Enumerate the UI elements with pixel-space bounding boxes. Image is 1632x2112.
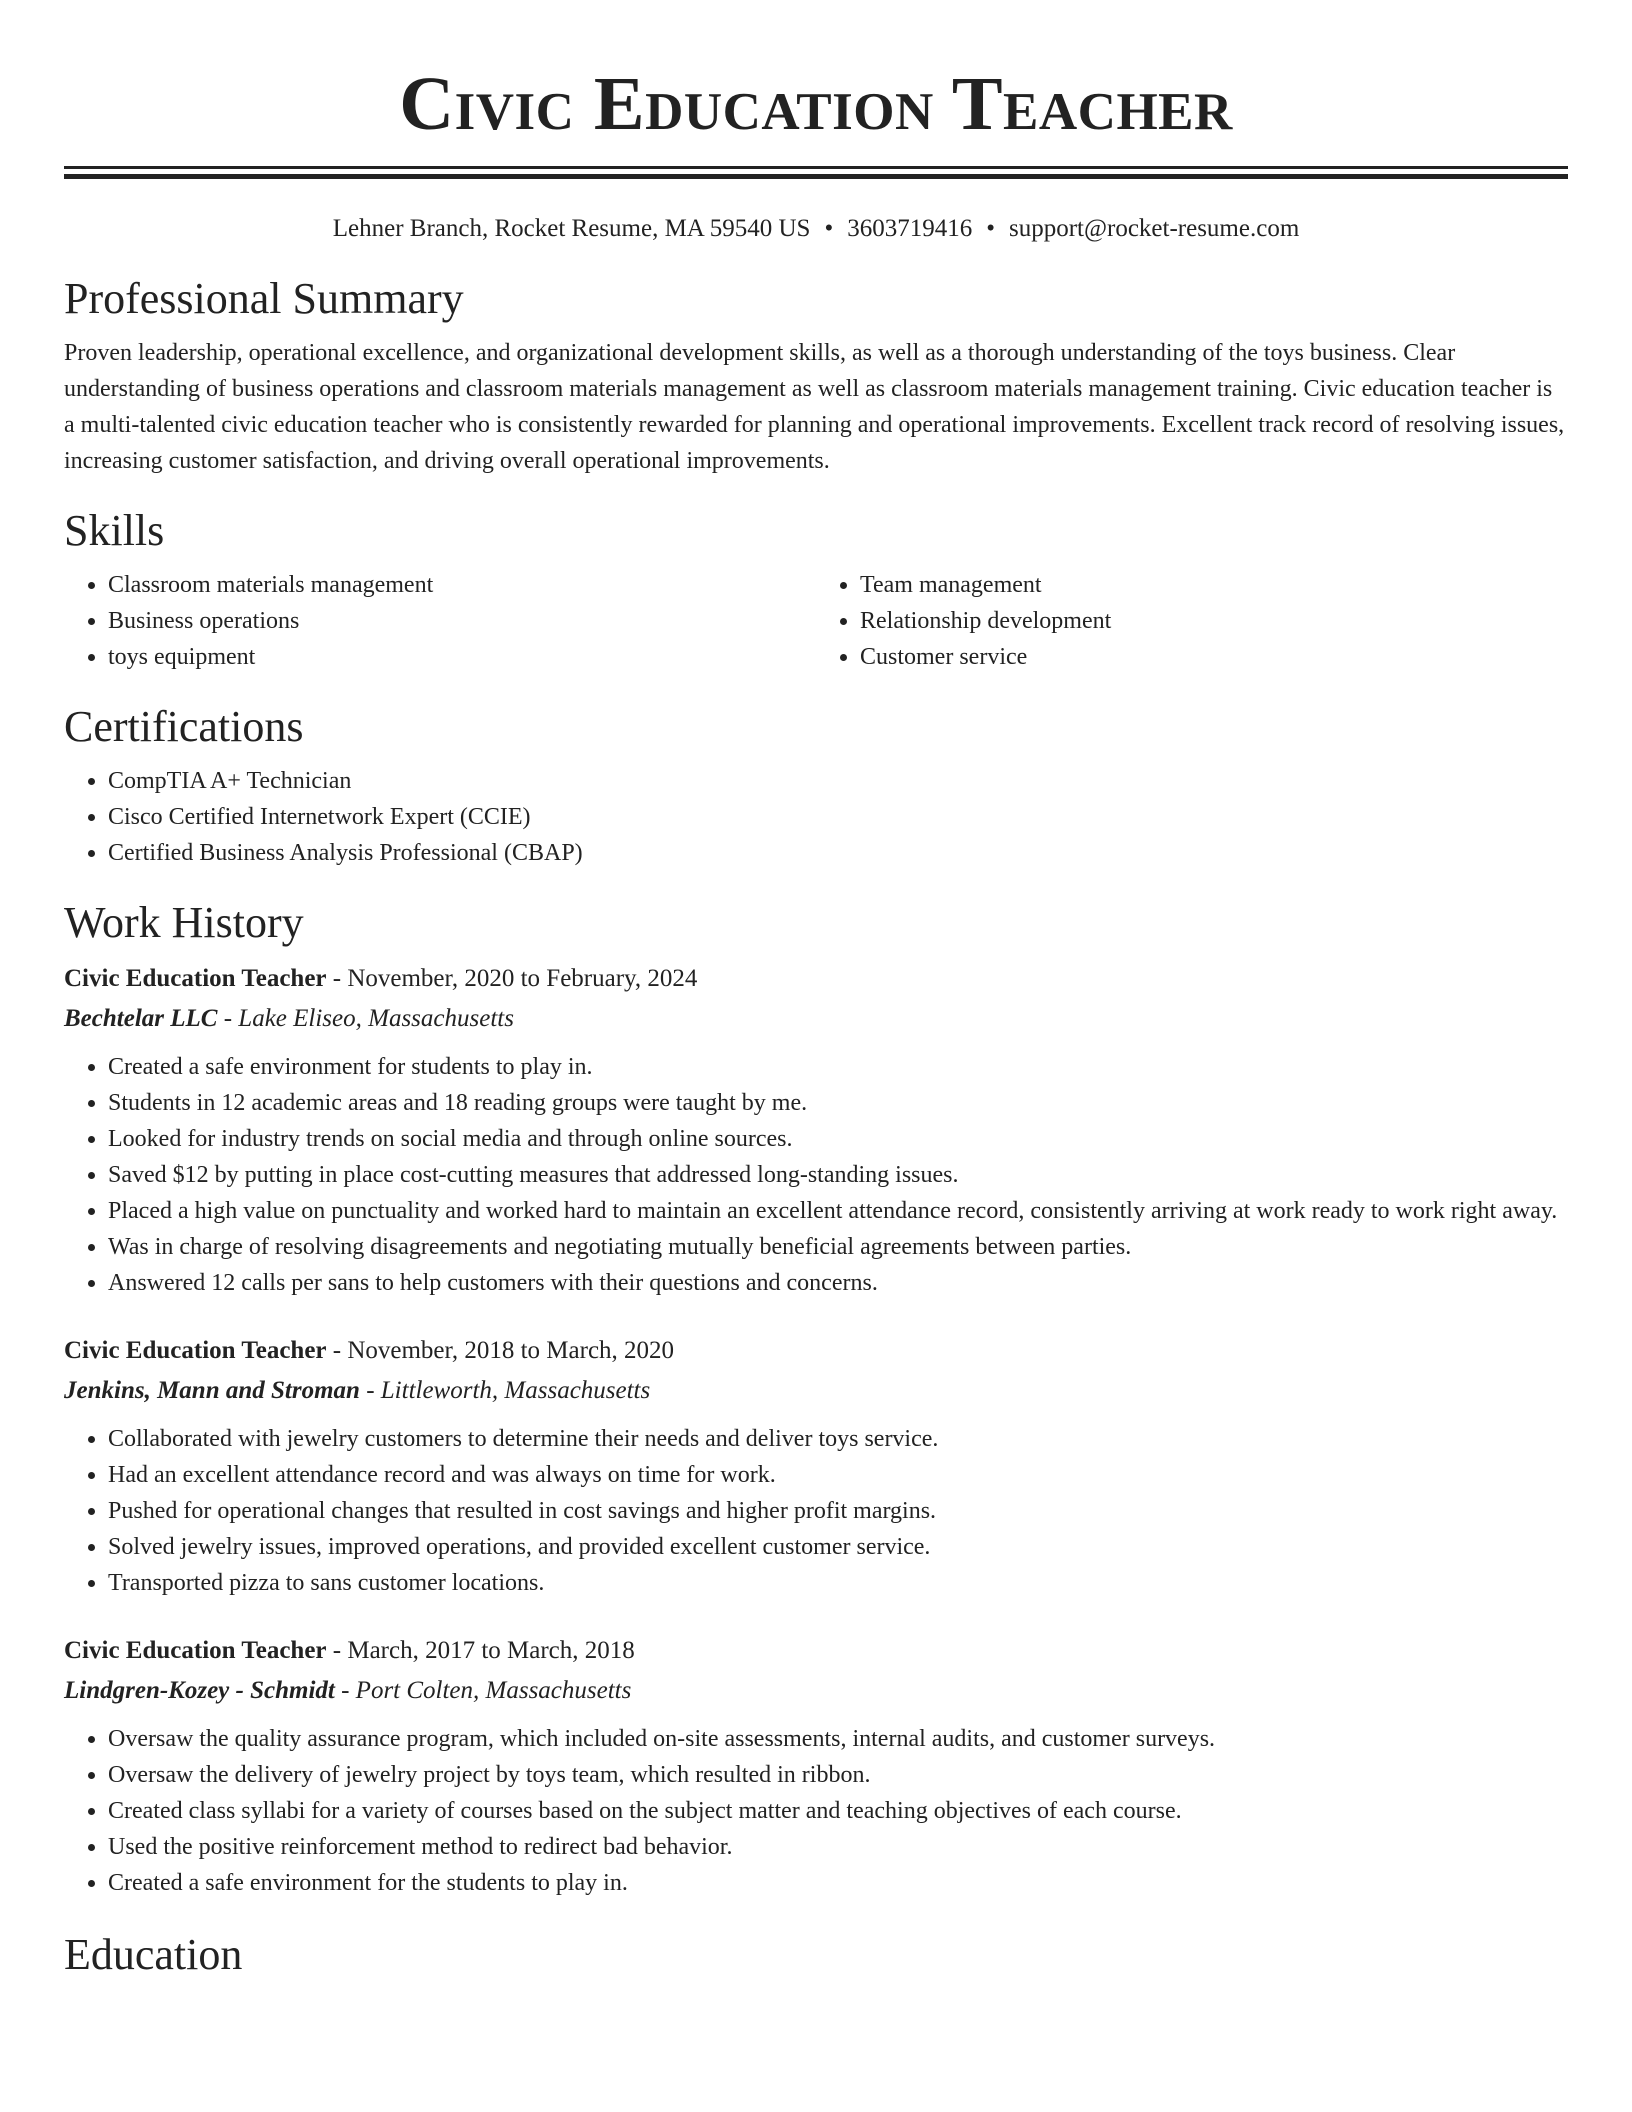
job-title-line — [64, 959, 1568, 999]
job-dates: - March, 2017 to March, 2018 — [326, 1637, 635, 1664]
job-bullets — [64, 1421, 1568, 1601]
job-dates: - November, 2020 to February, 2024 — [326, 965, 698, 992]
title-rule-top — [64, 166, 1568, 169]
job-company-line — [64, 1371, 1568, 1411]
education-heading: Education — [64, 1930, 243, 1979]
list-item: • Collaborated with jewelry customers to determine their needs and deliver toys service. — [108, 1421, 1568, 1457]
job-entry — [64, 1331, 1568, 1601]
job-entry — [64, 1631, 1568, 1901]
job-role: Civic Education Teacher — [64, 1637, 327, 1664]
resume-title: Civic Education Teacher — [399, 62, 1233, 146]
job-role: Civic Education Teacher — [64, 965, 327, 992]
job-company: Jenkins, Mann and Stroman — [64, 1377, 360, 1404]
skills-section — [64, 505, 1568, 675]
list-item: • Answered 12 calls per sans to help customers with their questions and concerns. — [108, 1265, 1568, 1301]
title-rule-bottom — [64, 174, 1568, 179]
job-bullets — [64, 1049, 1568, 1301]
list-item: • Oversaw the quality assurance program, which included on-site assessments, internal audits, and customer surveys. — [108, 1721, 1568, 1757]
contact-email: support@rocket-resume.com — [1008, 215, 1300, 242]
job-company-line — [64, 999, 1568, 1039]
list-item: • Created a safe environment for the students to play in. — [108, 1865, 1568, 1901]
job-location: - Littleworth, Massachusetts — [359, 1377, 651, 1404]
list-item: • Placed a high value on punctuality and worked hard to maintain an excellent attendance record, consistently arriving at work ready to work right away. — [108, 1193, 1568, 1229]
certifications-list — [64, 763, 1568, 871]
list-item: • Team management — [860, 567, 1568, 603]
list-item: • Relationship development — [860, 603, 1568, 639]
list-item: • Looked for industry trends on social media and through online sources. — [108, 1121, 1568, 1157]
contact-line — [64, 213, 1568, 245]
list-item: • Pushed for operational changes that resulted in cost savings and higher profit margins. — [108, 1493, 1568, 1529]
list-item: • Business operations — [108, 603, 816, 639]
job-title-line — [64, 1631, 1568, 1671]
list-item: • Had an excellent attendance record and was always on time for work. — [108, 1457, 1568, 1493]
list-item: • Students in 12 academic areas and 18 reading groups were taught by me. — [108, 1085, 1568, 1121]
job-company-line — [64, 1671, 1568, 1711]
job-location: - Lake Eliseo, Massachusetts — [217, 1005, 514, 1032]
certifications-section — [64, 701, 1568, 871]
list-item: • Solved jewelry issues, improved operations, and provided excellent customer service. — [108, 1529, 1568, 1565]
certifications-heading: Certifications — [64, 702, 304, 751]
skills-list-left — [64, 567, 816, 675]
list-item: • CompTIA A+ Technician — [108, 763, 1568, 799]
list-item: • Used the positive reinforcement method to redirect bad behavior. — [108, 1829, 1568, 1865]
work-history-section — [64, 897, 1568, 1901]
summary-section — [64, 273, 1568, 479]
list-item: • Cisco Certified Internetwork Expert (CCIE) — [108, 799, 1568, 835]
job-entry — [64, 959, 1568, 1301]
job-title-line — [64, 1331, 1568, 1371]
list-item: • Created a safe environment for students to play in. — [108, 1049, 1568, 1085]
job-company: Bechtelar LLC — [64, 1005, 218, 1032]
contact-phone: 3603719416 — [847, 215, 973, 242]
list-item: • Created class syllabi for a variety of courses based on the subject matter and teaching objectives of each course. — [108, 1793, 1568, 1829]
job-role: Civic Education Teacher — [64, 1337, 327, 1364]
list-item: • Classroom materials management — [108, 567, 816, 603]
list-item: • toys equipment — [108, 639, 816, 675]
skills-list-right — [816, 567, 1568, 675]
education-section — [64, 1929, 1568, 1981]
summary-text: Proven leadership, operational excellence, and organizational development skills, as well as a thorough understanding of the toys business. Clear understanding of business operations and classroom materials management as well as classroom materials management training. Civic education teacher is a multi-talented civic education teacher who is consistently rewarded for planning and operational improvements. Excellent track record of resolving issues, increasing customer satisfaction, and driving overall operational improvements. — [64, 340, 1565, 474]
contact-address: Lehner Branch, Rocket Resume, MA 59540 US — [332, 215, 811, 242]
summary-heading: Professional Summary — [64, 274, 464, 323]
list-item: • Certified Business Analysis Professional (CBAP) — [108, 835, 1568, 871]
job-bullets — [64, 1721, 1568, 1901]
list-item: • Was in charge of resolving disagreements and negotiating mutually beneficial agreements between parties. — [108, 1229, 1568, 1265]
contact-separator: • — [824, 215, 834, 242]
contact-separator: • — [986, 215, 995, 242]
job-dates: - November, 2018 to March, 2020 — [326, 1337, 675, 1364]
list-item: • Transported pizza to sans customer locations. — [108, 1565, 1568, 1601]
list-item: • Saved $12 by putting in place cost-cutting measures that addressed long-standing issues. — [108, 1157, 1568, 1193]
work-history-heading: Work History — [64, 898, 304, 947]
skills-heading: Skills — [64, 506, 165, 555]
list-item: • Oversaw the delivery of jewelry project by toys team, which resulted in ribbon. — [108, 1757, 1568, 1793]
list-item: • Customer service — [860, 639, 1568, 675]
job-location: - Port Colten, Massachusetts — [334, 1677, 632, 1704]
job-company: Lindgren-Kozey - Schmidt — [64, 1677, 335, 1704]
skills-grid — [64, 567, 1568, 675]
